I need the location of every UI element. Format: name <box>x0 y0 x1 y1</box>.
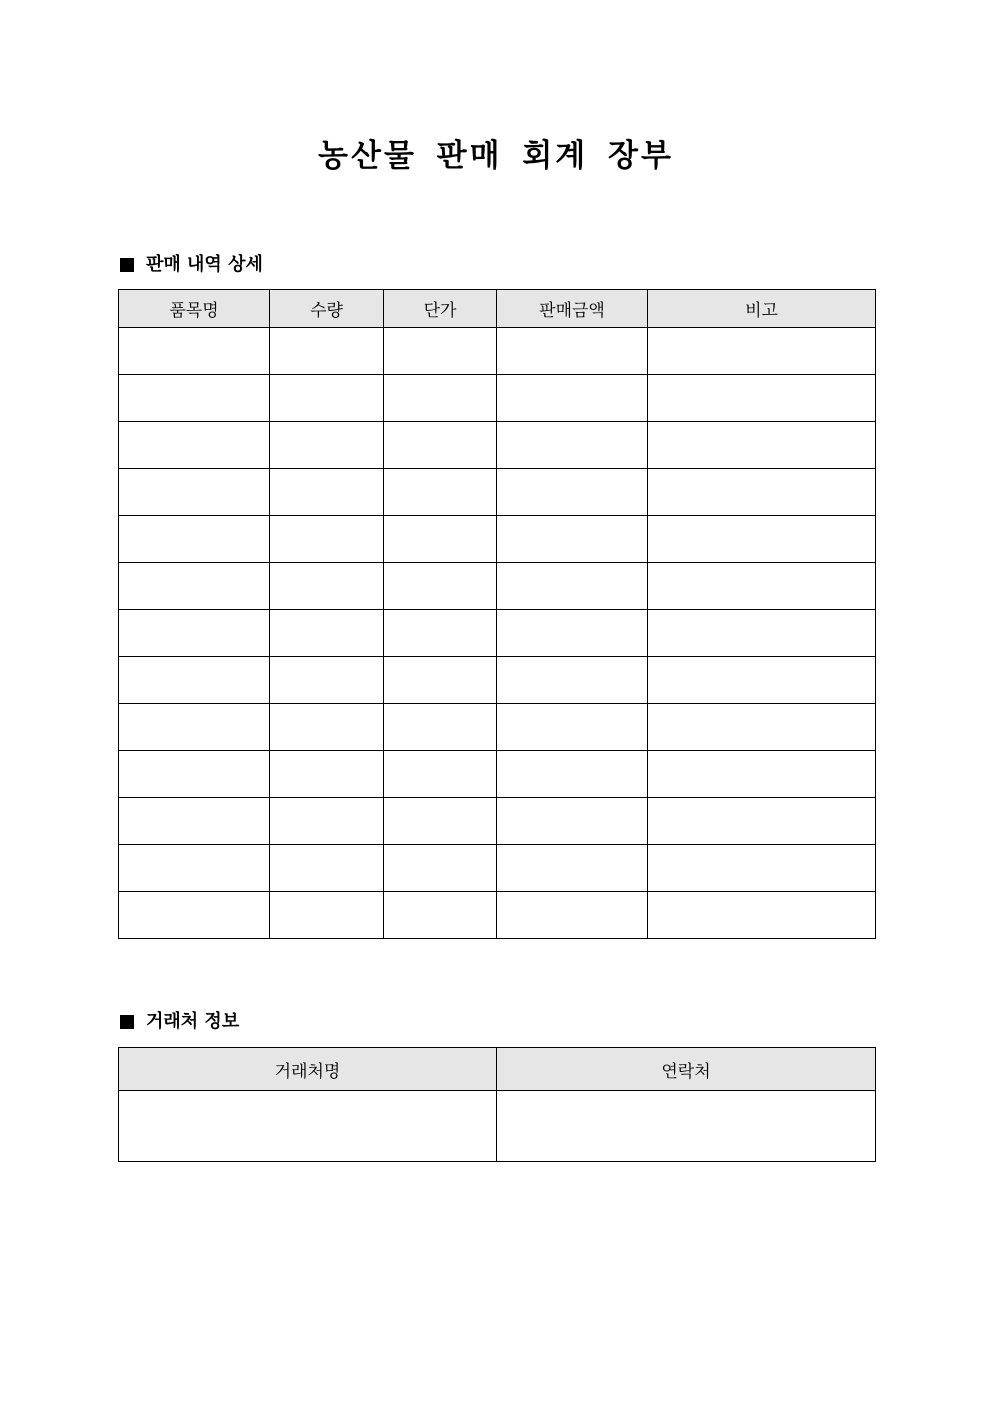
table-cell[interactable] <box>384 657 497 704</box>
table-cell[interactable] <box>270 845 384 892</box>
table-cell[interactable] <box>119 516 270 563</box>
table-cell[interactable] <box>384 845 497 892</box>
table-row <box>119 704 876 751</box>
table-cell[interactable] <box>384 798 497 845</box>
table-row <box>119 469 876 516</box>
table-cell[interactable] <box>648 892 876 939</box>
table-row <box>119 798 876 845</box>
table-cell[interactable] <box>384 563 497 610</box>
table-cell[interactable] <box>648 704 876 751</box>
table-cell[interactable] <box>497 892 648 939</box>
table-cell[interactable] <box>497 375 648 422</box>
table-cell[interactable] <box>648 657 876 704</box>
client-section-heading-text: 거래처 정보 <box>146 1011 240 1032</box>
table-cell[interactable] <box>384 328 497 375</box>
table-cell[interactable] <box>384 704 497 751</box>
table-cell[interactable] <box>384 375 497 422</box>
column-header-client-name: 거래처명 <box>119 1048 497 1091</box>
table-cell[interactable] <box>119 422 270 469</box>
sales-detail-table <box>118 289 876 939</box>
table-cell[interactable] <box>648 375 876 422</box>
table-cell[interactable] <box>270 751 384 798</box>
table-cell[interactable] <box>648 516 876 563</box>
table-cell[interactable] <box>384 469 497 516</box>
sales-section-heading-text: 판매 내역 상세 <box>146 254 263 275</box>
table-cell[interactable] <box>270 892 384 939</box>
table-cell[interactable] <box>270 610 384 657</box>
table-row <box>119 563 876 610</box>
table-row <box>119 516 876 563</box>
table-row <box>119 422 876 469</box>
table-header-row <box>119 290 876 328</box>
table-row <box>119 328 876 375</box>
document-title: 농산물 판매 회계 장부 <box>318 138 674 174</box>
table-cell[interactable] <box>497 798 648 845</box>
table-cell[interactable] <box>384 422 497 469</box>
column-header-unit-price: 단가 <box>384 290 497 328</box>
table-cell[interactable] <box>497 845 648 892</box>
table-cell[interactable] <box>119 892 270 939</box>
table-cell[interactable] <box>648 798 876 845</box>
table-cell[interactable] <box>497 1091 876 1162</box>
column-header-item-name: 품목명 <box>119 290 270 328</box>
sales-section-heading <box>118 253 263 277</box>
table-cell[interactable] <box>119 704 270 751</box>
square-bullet-icon <box>120 1015 134 1029</box>
table-cell[interactable] <box>270 422 384 469</box>
table-header-row <box>119 1048 876 1091</box>
table-cell[interactable] <box>497 610 648 657</box>
table-cell[interactable] <box>648 610 876 657</box>
table-cell[interactable] <box>270 516 384 563</box>
table-cell[interactable] <box>497 328 648 375</box>
table-cell[interactable] <box>119 1091 497 1162</box>
table-cell[interactable] <box>119 751 270 798</box>
table-cell[interactable] <box>384 516 497 563</box>
table-cell[interactable] <box>384 610 497 657</box>
table-row <box>119 610 876 657</box>
table-cell[interactable] <box>119 845 270 892</box>
client-info-table <box>118 1047 876 1162</box>
table-cell[interactable] <box>648 469 876 516</box>
client-section-heading <box>118 1010 239 1034</box>
table-cell[interactable] <box>119 657 270 704</box>
table-row <box>119 845 876 892</box>
table-cell[interactable] <box>270 798 384 845</box>
table-row <box>119 375 876 422</box>
table-cell[interactable] <box>497 563 648 610</box>
table-cell[interactable] <box>270 328 384 375</box>
table-cell[interactable] <box>497 422 648 469</box>
table-cell[interactable] <box>270 375 384 422</box>
table-cell[interactable] <box>648 328 876 375</box>
table-cell[interactable] <box>119 563 270 610</box>
table-row <box>119 1091 876 1162</box>
table-row <box>119 657 876 704</box>
table-cell[interactable] <box>119 798 270 845</box>
table-cell[interactable] <box>648 751 876 798</box>
table-cell[interactable] <box>270 657 384 704</box>
table-cell[interactable] <box>648 563 876 610</box>
table-cell[interactable] <box>119 375 270 422</box>
table-cell[interactable] <box>384 892 497 939</box>
table-cell[interactable] <box>384 751 497 798</box>
table-cell[interactable] <box>497 751 648 798</box>
table-row <box>119 892 876 939</box>
table-row <box>119 751 876 798</box>
table-cell[interactable] <box>119 328 270 375</box>
table-cell[interactable] <box>270 469 384 516</box>
column-header-remarks: 비고 <box>648 290 876 328</box>
table-cell[interactable] <box>270 563 384 610</box>
table-cell[interactable] <box>497 657 648 704</box>
table-cell[interactable] <box>648 845 876 892</box>
table-cell[interactable] <box>648 422 876 469</box>
column-header-contact: 연락처 <box>497 1048 876 1091</box>
column-header-quantity: 수량 <box>270 290 384 328</box>
column-header-sales-amount: 판매금액 <box>497 290 648 328</box>
table-cell[interactable] <box>270 704 384 751</box>
table-cell[interactable] <box>497 704 648 751</box>
table-cell[interactable] <box>497 516 648 563</box>
table-cell[interactable] <box>119 610 270 657</box>
table-cell[interactable] <box>119 469 270 516</box>
table-cell[interactable] <box>497 469 648 516</box>
square-bullet-icon <box>120 258 134 272</box>
